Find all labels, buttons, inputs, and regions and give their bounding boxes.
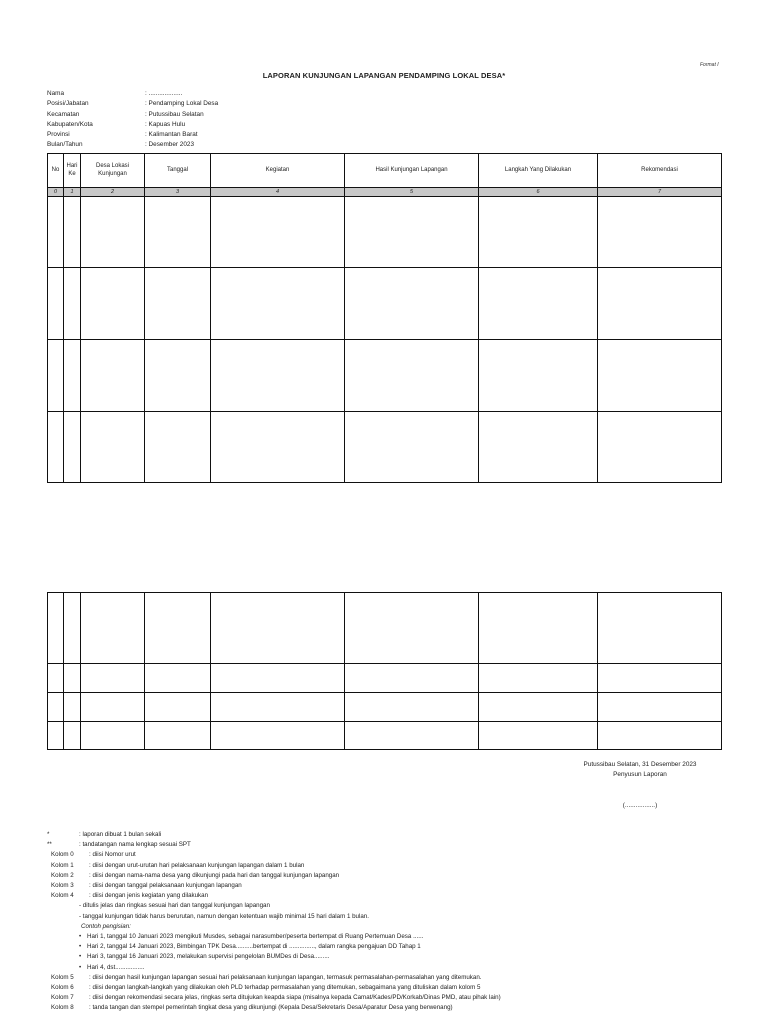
table-cell[interactable] <box>211 664 345 693</box>
table-cell[interactable] <box>211 693 345 722</box>
table-cell[interactable] <box>48 693 64 722</box>
note-key: Kolom 0 <box>51 851 74 859</box>
table-cell[interactable] <box>211 412 345 483</box>
info-row-nama <box>47 89 218 99</box>
info-value: : Kalimantan Barat <box>145 131 198 139</box>
info-row-provinsi <box>47 130 218 140</box>
report-table <box>47 153 722 483</box>
header-kegiatan: Kegiatan <box>211 154 345 188</box>
table-row <box>48 664 722 693</box>
table-cell[interactable] <box>345 664 479 693</box>
info-value: : Putussibau Selatan <box>145 110 204 118</box>
report-table-continued <box>47 592 722 750</box>
example-item <box>47 932 501 942</box>
note-text: : diisi dengan nama-nama desa yang dikunjungi pada hari dan tanggal kunjungan lapangan <box>89 871 340 879</box>
table-cell[interactable] <box>598 693 722 722</box>
note-row <box>47 891 501 901</box>
table-cell[interactable] <box>81 197 145 268</box>
table-cell[interactable] <box>81 664 145 693</box>
table-cell[interactable] <box>598 268 722 340</box>
note-text: : diisi Nomor urut <box>89 851 136 859</box>
table-row <box>48 340 722 412</box>
info-row-posisi <box>47 99 218 109</box>
table-cell[interactable] <box>211 268 345 340</box>
table-cell[interactable] <box>211 722 345 750</box>
header-langkah: Langkah Yang Dilakukan <box>479 154 598 188</box>
table-row <box>48 722 722 750</box>
note-key: Kolom 4 <box>51 892 74 900</box>
table-cell[interactable] <box>479 197 598 268</box>
column-number: 7 <box>598 188 722 197</box>
note-key: Kolom 8 <box>51 1004 74 1012</box>
table-cell[interactable] <box>48 412 64 483</box>
note-text: : diisi dengan langkah-langkah yang dilakukan oleh PLD terhadap permasalahan yang ditemukan, sebagaimana yang dituliskan dalam kolom 5 <box>89 984 481 992</box>
note-text: : tanda tangan dan stempel pemerintah tingkat desa yang dikunjungi (Kepala Desa/Sekretaris Desa/Aparatur Desa yang berwenang) <box>89 1004 453 1012</box>
table-cell[interactable] <box>479 722 598 750</box>
table-cell[interactable] <box>145 693 211 722</box>
report-info <box>47 89 218 151</box>
table-cell[interactable] <box>598 593 722 664</box>
note-row <box>47 1003 501 1013</box>
note-key: Kolom 5 <box>51 973 74 981</box>
note-subitem: - ditulis jelas dan ringkas sesuai hari dan tanggal kunjungan lapangan <box>79 902 270 910</box>
example-label: Contoh pengisian: <box>81 922 131 930</box>
table-cell[interactable] <box>598 340 722 412</box>
table-header-row <box>48 154 722 188</box>
info-value: : Desember 2023 <box>145 141 195 149</box>
signature-place-date: Putussibau Selatan, 31 Desember 2023 <box>583 761 697 768</box>
table-cell[interactable] <box>64 268 81 340</box>
note-row <box>47 861 501 871</box>
table-cell[interactable] <box>48 664 64 693</box>
format-label: Format I <box>700 62 719 68</box>
info-label: Posisi/Jabatan <box>47 100 89 108</box>
note-key: * <box>47 831 50 838</box>
table-cell[interactable] <box>479 664 598 693</box>
example-text: Hari 3, tanggal 16 Januari 2023, melakukan supervisi pengelolan BUMDes di Desa......... <box>87 953 330 961</box>
header-rekomendasi: Rekomendasi <box>598 154 722 188</box>
table-cell[interactable] <box>81 722 145 750</box>
signature-role: Penyusun Laporan <box>613 771 667 778</box>
notes-section <box>47 830 501 1014</box>
example-text: Hari 2, tanggal 14 Januari 2023, Bimbingan TPK Desa..........bertempat di ..............., dalam rangka pengajuan DD Tahap 1 <box>87 943 421 951</box>
table-cell[interactable] <box>48 197 64 268</box>
table-cell[interactable] <box>48 268 64 340</box>
table-cell[interactable] <box>64 593 81 664</box>
bullet-icon: • <box>79 953 82 961</box>
note-row <box>47 983 501 993</box>
note-subitem: - tanggal kunjungan tidak harus berurutan, namun dengan ketentuan wajib minimal 15 hari dalam 1 bulan. <box>79 912 369 920</box>
table-cell[interactable] <box>64 664 81 693</box>
table-row <box>48 593 722 664</box>
table-cell[interactable] <box>81 340 145 412</box>
table-cell[interactable] <box>64 340 81 412</box>
table-cell[interactable] <box>145 593 211 664</box>
table-cell[interactable] <box>64 197 81 268</box>
example-text: Hari 4, dst................. <box>87 963 145 971</box>
note-row <box>47 850 501 860</box>
note-text: : diisi dengan tanggal pelaksanaan kunjungan lapangan <box>89 882 242 890</box>
table-cell[interactable] <box>145 268 211 340</box>
column-number: 2 <box>81 188 145 197</box>
note-key: Kolom 2 <box>51 871 74 879</box>
note-row <box>47 881 501 891</box>
table-cell[interactable] <box>479 412 598 483</box>
table-cell[interactable] <box>345 268 479 340</box>
table-cell[interactable] <box>64 722 81 750</box>
table-cell[interactable] <box>211 593 345 664</box>
table-cell[interactable] <box>598 664 722 693</box>
table-cell[interactable] <box>48 340 64 412</box>
info-value: : Kapuas Hulu <box>145 120 186 128</box>
table-cell[interactable] <box>598 197 722 268</box>
info-label: Kecamatan <box>47 110 80 118</box>
info-row-kecamatan <box>47 110 218 120</box>
table-cell[interactable] <box>479 593 598 664</box>
table-cell[interactable] <box>479 340 598 412</box>
column-number: 1 <box>64 188 81 197</box>
note-text: : laporan dibuat 1 bulan sekali <box>79 831 162 838</box>
header-hari-ke: Hari Ke <box>64 154 81 188</box>
table-cell[interactable] <box>81 268 145 340</box>
column-number: 3 <box>145 188 211 197</box>
signature-name: (.................) <box>622 802 658 809</box>
table-cell[interactable] <box>211 340 345 412</box>
example-item <box>47 942 501 952</box>
table-cell[interactable] <box>345 722 479 750</box>
header-hasil: Hasil Kunjungan Lapangan <box>345 154 479 188</box>
note-text: : diisi dengan hasil kunjungan lapangan sesuai hari pelaksanaan kunjungan lapangan, termasuk permasalahan-permasalahan yang ditemukan. <box>89 973 482 981</box>
header-tanggal: Tanggal <box>145 154 211 188</box>
table-cell[interactable] <box>345 693 479 722</box>
note-key: Kolom 3 <box>51 882 74 890</box>
example-text: Hari 1, tanggal 10 Januari 2023 mengikuti Musdes, sebagai narasumber/peserta bertempat di Ruang Pertemuan Desa ...... <box>87 933 424 941</box>
info-label: Provinsi <box>47 131 70 139</box>
column-number: 5 <box>345 188 479 197</box>
column-number: 6 <box>479 188 598 197</box>
table-cell[interactable] <box>598 722 722 750</box>
note-text: : tandatangan nama lengkap sesuai SPT <box>79 841 191 849</box>
table-row <box>48 268 722 340</box>
table-cell[interactable] <box>48 593 64 664</box>
info-label: Kabupaten/Kota <box>47 120 93 128</box>
note-key: Kolom 1 <box>51 861 74 869</box>
table-row <box>48 693 722 722</box>
note-text: : diisi dengan urut-urutan hari pelaksanaan kunjungan lapangan dalam 1 bulan <box>89 861 305 869</box>
note-row <box>47 840 501 850</box>
table-row <box>48 412 722 483</box>
note-text: : diisi dengan jenis kegiatan yang dilakukan <box>89 892 209 900</box>
table-cell[interactable] <box>64 693 81 722</box>
column-number-row <box>48 188 722 197</box>
note-key: ** <box>47 841 52 849</box>
report-title: LAPORAN KUNJUNGAN LAPANGAN PENDAMPING LOKAL DESA* <box>262 71 506 80</box>
table-cell[interactable] <box>145 664 211 693</box>
table-cell[interactable] <box>48 722 64 750</box>
table-cell[interactable] <box>345 340 479 412</box>
note-row <box>47 973 501 983</box>
example-item <box>47 952 501 962</box>
table-cell[interactable] <box>81 693 145 722</box>
table-cell[interactable] <box>145 412 211 483</box>
info-label: Bulan/Tahun <box>47 141 83 149</box>
table-cell[interactable] <box>598 412 722 483</box>
note-text: : diisi dengan rekomendasi secara jelas, ringkas serta ditujukan keapda siapa (misalnya kepada Camat/Kades/PD/Korkab/Dinas PMD, atau pihak lain) <box>89 994 501 1002</box>
info-row-bulan <box>47 140 218 150</box>
table-cell[interactable] <box>145 340 211 412</box>
column-number: 0 <box>48 188 64 197</box>
table-cell[interactable] <box>81 593 145 664</box>
table-cell[interactable] <box>479 268 598 340</box>
header-desa: Desa Lokasi Kunjungan <box>81 154 145 188</box>
table-cell[interactable] <box>145 722 211 750</box>
table-row <box>48 197 722 268</box>
note-row <box>47 871 501 881</box>
info-row-kabupaten <box>47 120 218 130</box>
bullet-icon: • <box>79 933 82 941</box>
example-item <box>47 963 501 973</box>
column-number: 4 <box>211 188 345 197</box>
note-row <box>47 830 501 840</box>
bullet-icon: • <box>79 943 82 951</box>
table-cell[interactable] <box>345 412 479 483</box>
note-row <box>47 993 501 1003</box>
table-cell[interactable] <box>345 593 479 664</box>
table-cell[interactable] <box>479 693 598 722</box>
info-value: : ................... <box>145 90 183 97</box>
table-cell[interactable] <box>64 412 81 483</box>
table-cell[interactable] <box>145 197 211 268</box>
header-no: No <box>48 154 64 188</box>
table-cell[interactable] <box>345 197 479 268</box>
note-key: Kolom 6 <box>51 984 74 992</box>
info-value: : Pendamping Lokal Desa <box>145 100 219 108</box>
info-label: Nama <box>47 90 65 97</box>
table-cell[interactable] <box>211 197 345 268</box>
bullet-icon: • <box>79 963 82 971</box>
table-cell[interactable] <box>81 412 145 483</box>
note-key: Kolom 7 <box>51 994 74 1002</box>
